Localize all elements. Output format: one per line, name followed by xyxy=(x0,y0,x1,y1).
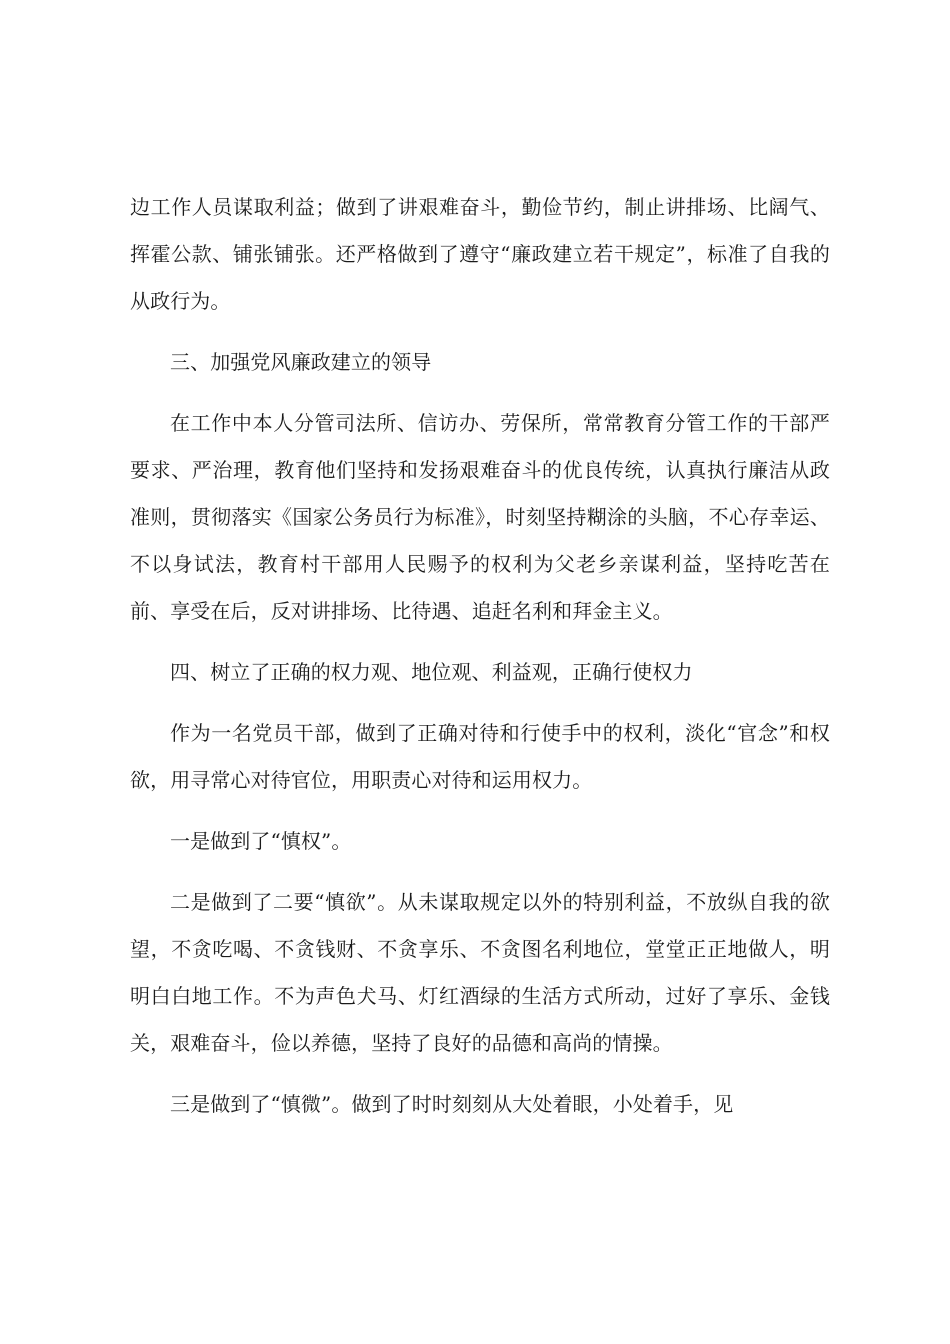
section-heading-3: 三、加强党风廉政建立的领导 xyxy=(170,350,432,374)
paragraph-second-point: 二是做到了二要“慎欲”。从未谋取规定以外的特别利益，不放纵自我的欲望，不贪吃喝、不贪钱财、不贪享乐、不贪图名利地位，堂堂正正地做人，明明白白地工作。不为声色犬马、灯红酒绿的生活方式所动，过好了享乐、金钱关，艰难奋斗，俭以养德，坚持了良好的品德和高尚的情操。 xyxy=(130,890,830,1055)
paragraph-first-point: 一是做到了“慎权”。 xyxy=(170,829,352,853)
paragraph-third-point: 三是做到了“慎微”。做到了时时刻刻从大处着眼，小处着手，见 xyxy=(170,1092,734,1116)
paragraph-leadership: 在工作中本人分管司法所、信访办、劳保所，常常教育分管工作的干部严要求、严治理，教育他们坚持和发扬艰难奋斗的优良传统，认真执行廉洁从政准则，贯彻落实《国家公务员行为标准》，时刻坚持糊涂的头脑，不心存幸运、不以身试法，教育村干部用人民赐予的权利为父老乡亲谋利益，坚持吃苦在前、享受在后，反对讲排场、比待遇、追赶名利和拜金主义。 xyxy=(130,411,830,623)
paragraph-power-view: 作为一名党员干部，做到了正确对待和行使手中的权利，淡化“官念”和权欲，用寻常心对待官位，用职责心对待和运用权力。 xyxy=(130,721,830,792)
paragraph-continuation: 边工作人员谋取利益；做到了讲艰难奋斗，勤俭节约，制止讲排场、比阔气、挥霍公款、铺张铺张。还严格做到了遵守“廉政建立若干规定”，标准了自我的从政行为。 xyxy=(130,195,830,313)
section-heading-4: 四、树立了正确的权力观、地位观、利益观，正确行使权力 xyxy=(170,660,693,684)
document-body xyxy=(130,184,830,1142)
